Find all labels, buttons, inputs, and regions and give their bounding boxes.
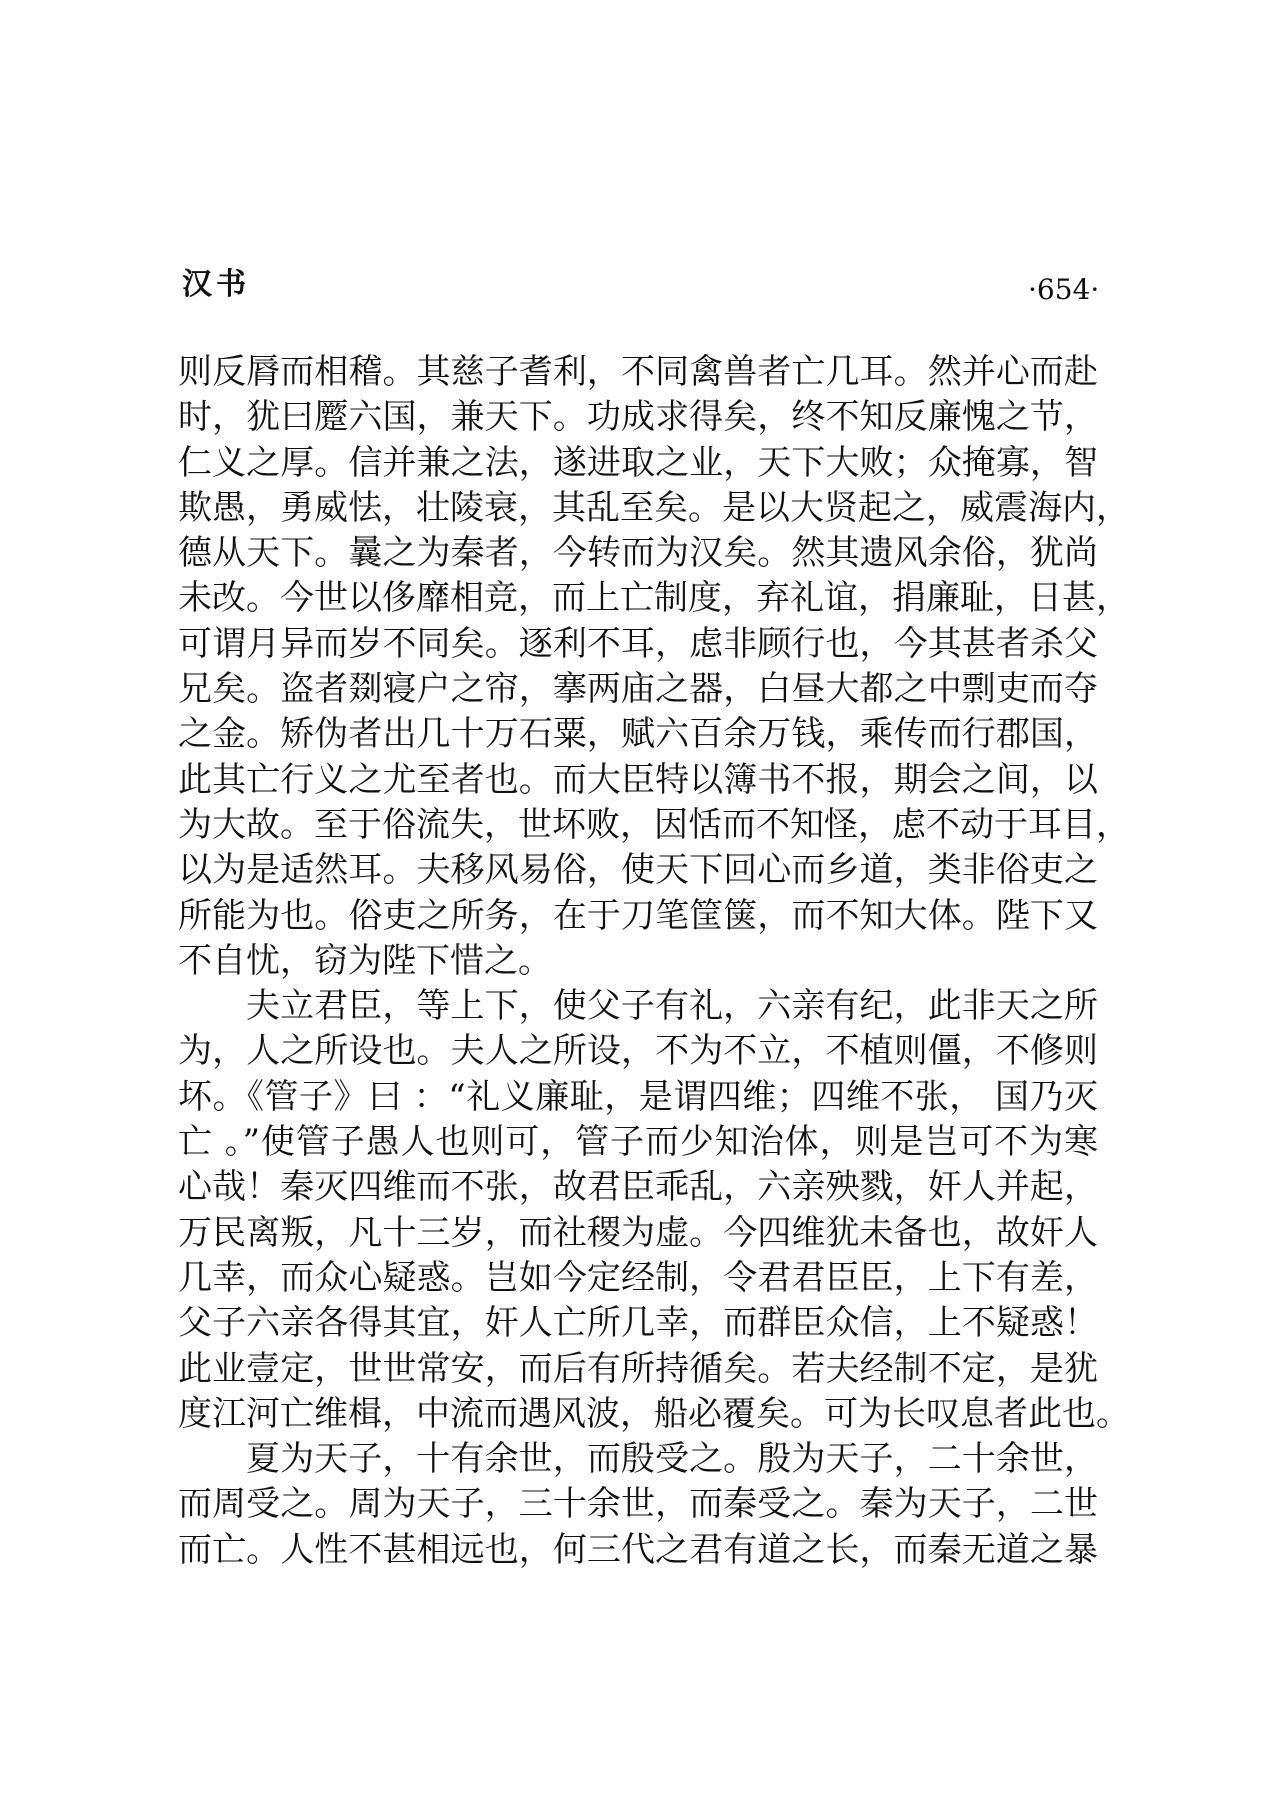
text-line: 为大故。至于俗流失，世坏败，因恬而不知怪，虑不动于耳目，: [178, 804, 1130, 845]
text-line: 此业壹定，世世常安，而后有所持循矣。若夫经制不定，是犹: [178, 1348, 1098, 1389]
text-line: 之金。矫伪者出几十万石粟，赋六百余万钱，乘传而行郡国，: [178, 714, 1098, 755]
text-line: 欺愚，勇威怯，壮陵衰，其乱至矣。是以大贤起之，威震海内，: [178, 487, 1130, 528]
text-line: 兄矣。盗者剟寝户之帘，搴两庙之器，白昼大都之中剽吏而夺: [178, 669, 1098, 710]
text-line: 未改。今世以侈靡相竞，而上亡制度，弃礼谊，捐廉耻，日甚，: [178, 578, 1130, 619]
text-line: 父子六亲各得其宜，奸人亡所几幸，而群臣众信，上不疑惑！: [178, 1303, 1098, 1344]
text-line: 则反脣而相稽。其慈子耆利，不同禽兽者亡几耳。然并心而赴: [178, 352, 1098, 392]
running-header-title: 汉书: [182, 267, 250, 302]
page-number: ·654·: [1028, 273, 1100, 306]
text-line: 万民离叛，凡十三岁，而社稷为虚。今四维犹未备也，故奸人: [178, 1212, 1098, 1253]
text-line: 为，人之所设也。夫人之所设，不为不立，不植则僵，不修则: [178, 1031, 1098, 1072]
text-line: 夫立君臣，等上下，使父子有礼，六亲有纪，此非天之所: [246, 986, 1098, 1027]
text-line: 心哉！秦灭四维而不张，故君臣乖乱，六亲殃戮，奸人并起，: [178, 1167, 1098, 1208]
text-line: 仁义之厚。信并兼之法，遂进取之业，天下大败；众掩寡，智: [178, 442, 1098, 483]
text-line: 亡 。”使管子愚人也则可，管子而少知治体，则是岂可不为寒: [178, 1122, 1098, 1163]
text-line: 夏为天子，十有余世，而殷受之。殷为天子，二十余世，: [246, 1439, 1098, 1480]
text-line: 时，犹曰蹷六国，兼天下。功成求得矣，终不知反廉愧之节，: [178, 397, 1098, 438]
text-line: 不自忧，窃为陛下惜之。: [178, 940, 552, 981]
text-line: 几幸，而众心疑惑。岂如今定经制，令君君臣臣，上下有差，: [178, 1257, 1098, 1298]
text-line: 度江河亡维楫，中流而遇风波，船必覆矣。可为长叹息者此也。: [178, 1393, 1130, 1434]
text-line: 此其亡行义之尤至者也。而大臣特以簿书不报，期会之间，以: [178, 759, 1098, 800]
text-line: 可谓月异而岁不同矣。逐利不耳，虑非顾行也，今其甚者杀父: [178, 623, 1098, 664]
text-line: 而周受之。周为天子，三十余世，而秦受之。秦为天子，二世: [178, 1484, 1098, 1525]
text-line: 以为是适然耳。夫移风易俗，使天下回心而乡道，类非俗吏之: [178, 850, 1098, 891]
body-text: [178, 350, 1130, 1573]
text-line: 坏。《管子》曰 ：“礼义廉耻，是谓四维；四维不张， 国乃灭: [178, 1076, 1098, 1117]
text-line: 所能为也。俗吏之所务，在于刀笔筐箧，而不知大体。陛下又: [178, 895, 1098, 936]
text-line: 德从天下。曩之为秦者，今转而为汉矣。然其遗风余俗，犹尚: [178, 533, 1098, 574]
text-line: 而亡。人性不甚相远也，何三代之君有道之长，而秦无道之暴: [178, 1529, 1098, 1570]
